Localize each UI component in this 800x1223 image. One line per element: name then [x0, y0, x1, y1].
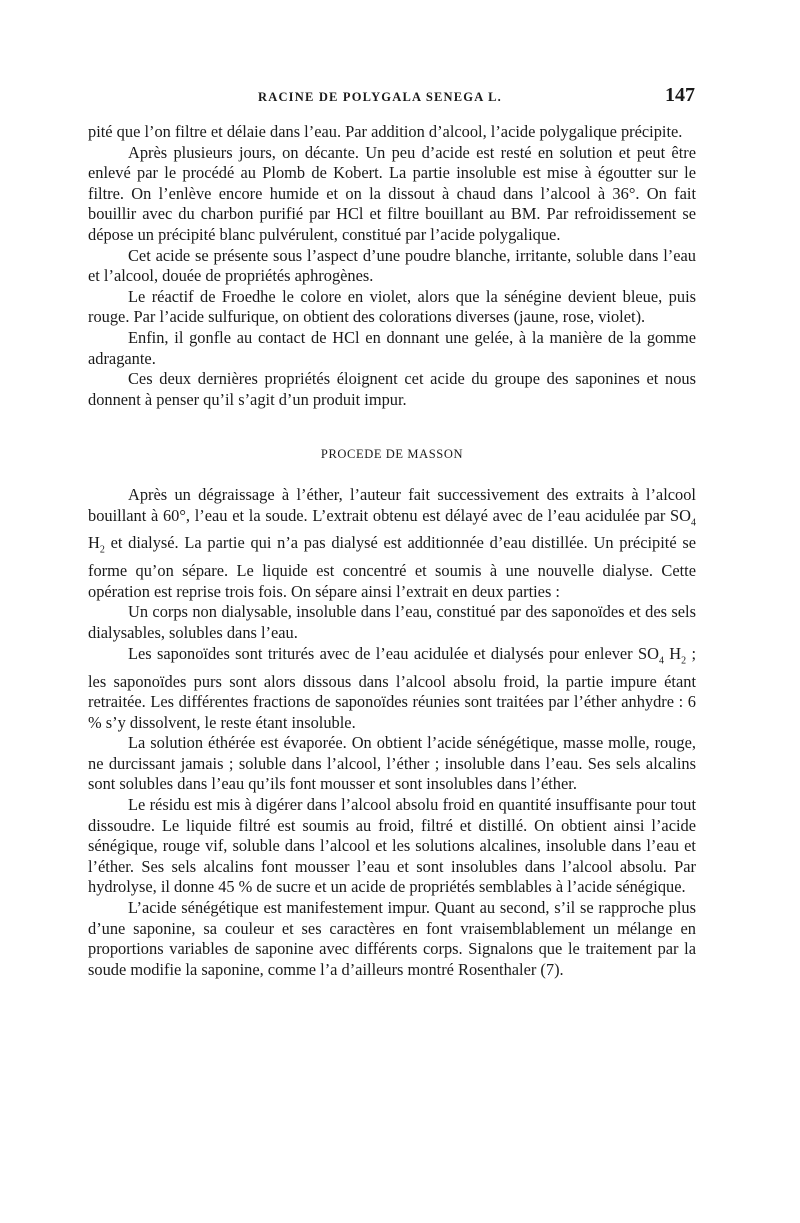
- page-number: 147: [665, 84, 695, 106]
- paragraph: [88, 485, 696, 603]
- paragraph: Le réactif de Froedhe le colore en violet, alors que la sénégine devient bleue, puis rouge. Par l’acide sulfurique, on obtient des colorations diverses (jaune, rose, violet).: [88, 286, 696, 327]
- paragraph: L’acide sénégétique est manifestement impur. Quant au second, s’il se rapproche plus d’une saponine, sa couleur et ses caractères en font vraisemblablement un mélange en proportions variables de saponine avec différents corps. Signalons que le traitement par la soude modifie la saponine, comme l’a d’ailleurs montré Rosenthaler (7).: [88, 898, 696, 979]
- paragraph: Après plusieurs jours, on décante. Un peu d’acide est resté en solution et peut être enlevé par le procédé au Plomb de Kobert. La partie insoluble est mise à égoutter sur le filtre. On l’enlève encore humide et on la dissout à chaud dans l’alcool à 36°. On fait bouillir avec du charbon purifié par HCl et filtre bouillant au BM. Par refroidissement se dépose un précipité blanc pulvérulent, constitué par l’acide polygalique.: [88, 142, 696, 244]
- subscript: 4: [658, 654, 664, 666]
- section-title: PROCEDE DE MASSON: [320, 447, 464, 462]
- subscript: 2: [99, 544, 105, 556]
- paragraph: La solution éthérée est évaporée. On obtient l’acide sénégétique, masse molle, rouge, ne durcissant jamais ; soluble dans l’alcool, l’éther ; insoluble dans l’eau. Ses sels alcalins sont solubles dans l’eau qu’ils font mousser et sont insolubles dans l’éther.: [88, 733, 696, 794]
- text-run: H: [663, 643, 682, 663]
- subscript: 4: [691, 516, 696, 528]
- paragraph: pité que l’on filtre et délaie dans l’eau. Par addition d’alcool, l’acide polygalique précipite.: [88, 122, 683, 141]
- paragraph: Enfin, il gonfle au contact de HCl en donnant une gelée, à la manière de la gomme adragante.: [88, 327, 696, 368]
- text-run: H: [88, 533, 100, 553]
- text-run: et dialysé. La partie qui n’a pas dialysé est additionnée d’eau distillée. Un précipité se forme qu’on sépare. Le liquide est concentré et soumis à une nouvelle dialyse. Cette opération est reprise trois fois. On sépare ainsi l’extrait en deux parties :: [88, 533, 696, 601]
- paragraph: Un corps non dialysable, insoluble dans l’eau, constitué par des saponoïdes et des sels dialysables, solubles dans l’eau.: [88, 602, 696, 643]
- paragraph: [88, 644, 696, 734]
- paragraph: Le résidu est mis à digérer dans l’alcool absolu froid en quantité insuffisante pour tout dissoudre. Le liquide filtré est soumis au froid, filtré et distillé. On obtient ainsi l’acide sénégique, rouge vif, soluble dans l’alcool et les solutions alcalines, insoluble dans l’eau et l’éther. Ses sels alcalins font mousser l’eau et sont insolubles dans l’alcool absolu. Par hydrolyse, il donne 45 % de sucre et un acide de propriétés semblables à l’acide sénégique.: [88, 795, 696, 897]
- text-run: Les saponoïdes sont triturés avec de l’eau acidulée et dialysés pour enlever SO: [128, 643, 659, 663]
- text-run: Après un dégraissage à l’éther, l’auteur fait successivement des extraits à l’alcool bouillant à 60°, l’eau et la soude. L’extrait obtenu est délayé avec de l’eau acidulée par SO: [88, 484, 696, 525]
- page-header: [88, 84, 703, 114]
- body-text: [88, 122, 696, 980]
- text-run: ; les saponoïdes purs sont alors dissous dans l’alcool absolu froid, la partie impure étant retraitée. Les différentes fractions de saponoïdes réunies sont traitées par l’éther anhydre : 6 % s’y dissolvent, le reste étant insoluble.: [88, 643, 696, 732]
- running-title: RACINE DE POLYGALA SENEGA L.: [258, 90, 502, 104]
- paragraph: Cet acide se présente sous l’aspect d’une poudre blanche, irritante, soluble dans l’eau et l’alcool, douée de propriétés aphrogènes.: [88, 245, 696, 286]
- subscript: 2: [681, 654, 687, 666]
- paragraph: Ces deux dernières propriétés éloignent cet acide du groupe des saponines et nous donnent à penser qu’il s’agit d’un produit impur.: [88, 369, 696, 409]
